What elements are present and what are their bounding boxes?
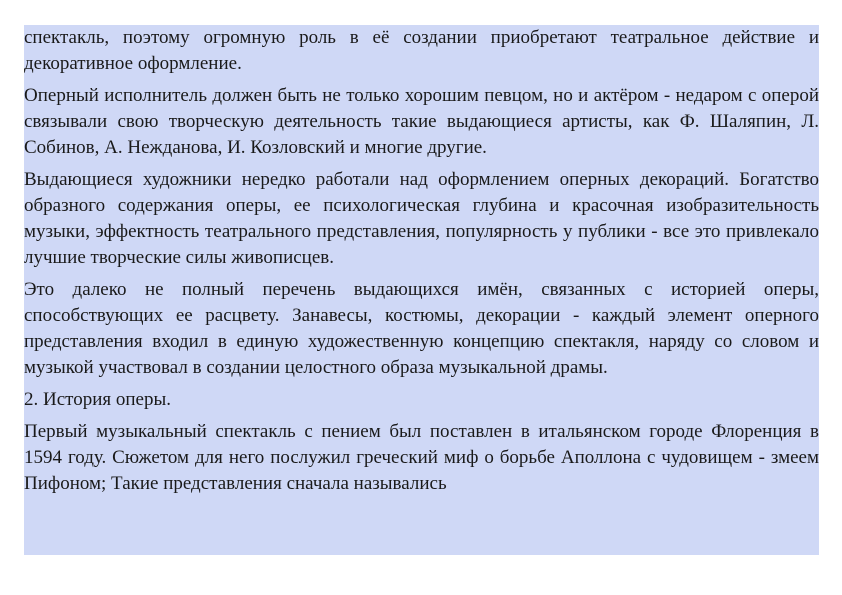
paragraph-first-opera: Первый музыкальный спектакль с пением был поставлен в итальянском городе Флоренция в 1594 году. Сюжетом для него послужил греческий миф о борьбе Аполлона с чудовищем - змеем Пифоном; Такие представления сначала назывались [24,421,819,494]
paragraph-opera-performer: Оперный исполнитель должен быть не только хорошим певцом, но и актёром - недаром с оперой связывали свою творческую деятельность такие выдающиеся артисты, как Ф. Шаляпин, Л. Собинов, А. Нежданова, И. Козловский и многие другие. [24,85,819,158]
highlighted-text-block [24,25,819,555]
paragraph-names-list: Это далеко не полный перечень выдающихся имён, связанных с историей оперы, способствующих ее расцвету. Занавесы, костюмы, декорации - каждый элемент оперного представления входил в единую художественную концепцию спектакля, наряду со словом и музыкой участвовал в создании целостного образа музыкальной драмы. [24,279,819,378]
section-heading-opera-history: 2. История оперы. [24,389,171,410]
paragraph-artists: Выдающиеся художники нередко работали над оформлением оперных декораций. Богатство образного содержания оперы, ее психологическая глубина и красочная изобразительность музыки, эффектность театрального представления, популярность у публики - все это привлекало лучшие творческие силы живописцев. [24,169,819,268]
paragraph-stage-design: спектакль, поэтому огромную роль в её создании приобретают театральное действие и декоративное оформление. [24,27,819,74]
